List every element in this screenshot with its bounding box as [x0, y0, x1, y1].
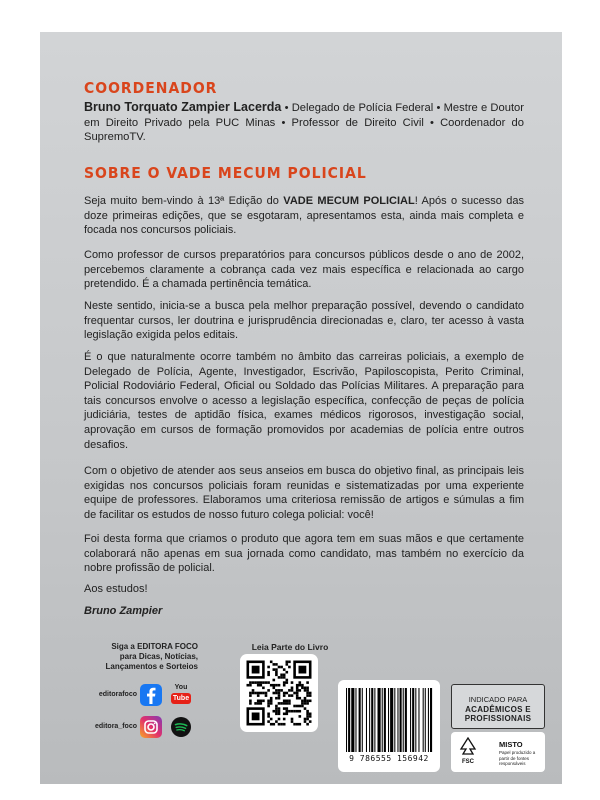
coordinator-name: Bruno Torquato Zampier Lacerda [84, 100, 282, 114]
paragraph-1-end: ! Após o sucesso das doze primeiras edições, que se esgotaram, apresentamos esta, ainda mais completa e focada nos concursos policiais. [84, 195, 524, 237]
paragraph-3: Neste sentido, inicia-se a busca pela melhor preparação possível, devendo o candidato frequentar cursos, ler doutrina e jurisprudência direcionadas e, claro, ter acesso à vasta legislação exigida pelos editais. [84, 300, 524, 342]
book-title-inline: VADE MECUM POLICIAL [283, 195, 415, 207]
signature: Bruno Zampier [84, 605, 163, 617]
audience-line-1: INDICADO PARA [468, 695, 528, 704]
qr-code[interactable] [240, 654, 318, 732]
paragraph-1-start: Seja muito bem-vindo à 13ª Edição do [84, 195, 284, 207]
qr-code-graphic [240, 654, 318, 732]
fsc-logo-text: FSC [462, 759, 474, 765]
youtube-text-tube: Tube [172, 695, 190, 702]
paragraph-5: Com o objetivo de atender aos seus anseios em busca do objetivo final, as principais leis exigidas nos concursos policiais foram reunidas e sistematizadas por uma experiente equipe de professores. Elaboramos uma criteriosa remissão de artigos e súmulas a fim de facilitar os estudos de nosso futuro colega policial: você! [84, 465, 524, 521]
isbn-barcode [338, 680, 440, 772]
fsc-misto: MISTO [499, 740, 523, 749]
facebook-icon[interactable] [140, 684, 162, 706]
social-handle-2: editora_foco [94, 723, 137, 730]
coordinator-heading: COORDENADOR [84, 79, 218, 97]
barcode-bars [338, 680, 440, 752]
fsc-logo [457, 737, 479, 765]
fsc-badge [451, 732, 545, 772]
follow-text [80, 642, 198, 672]
coordinator-details: • Delegado de Polícia Federal • Mestre e Doutor em Direito Privado pela PUC Minas • Professor de Direito Civil • Coordenador do SupremoTV. [84, 102, 525, 144]
fsc-tree-icon [457, 737, 479, 757]
spotify-icon[interactable] [170, 716, 192, 738]
social-handle-1: editorafoco [98, 691, 137, 698]
instagram-glyph [140, 716, 162, 738]
paragraph-4: É o que naturalmente ocorre também no âmbito das carreiras policiais, a exemplo de Delegado de Polícia, Agente, Investigador, Escrivão, Papiloscopista, Perito Criminal, Policial Rodoviário Federal, Oficial ou Soldado das Polícias Militares. A preparação para tais concursos envolve o acesso a legislação específica, confecção de peças de polícia judiciária, testes de aptidão física, exames médicos rigorosos, investigação social, aprovação em cursos de formação promovidos por academias de polícia entre outros desafios. [84, 351, 524, 451]
instagram-icon[interactable] [140, 716, 162, 738]
paragraph-7: Aos estudos! [84, 583, 148, 595]
youtube-icon[interactable] [170, 684, 192, 706]
coordinator-bio [84, 100, 524, 145]
audience-line-2: ACADÊMICOS E [465, 704, 531, 714]
paragraph-2: Como professor de cursos preparatórios para concursos públicos desde o ano de 2002, percebemos claramente a cobrança cada vez mais específica e relacionada ao cargo pretendido. É a chamada pertinência temática. [84, 249, 524, 291]
audience-line-3: PROFISSIONAIS [464, 714, 532, 723]
facebook-glyph [140, 684, 162, 706]
audience-badge [451, 684, 545, 729]
qr-label: Leia Parte do Livro [251, 642, 329, 652]
follow-line-1: Siga a EDITORA FOCO [111, 642, 198, 651]
paragraph-6: Foi desta forma que criamos o produto que agora tem em suas mãos e que certamente colaborará não apenas em sua jornada como candidato, mas também no exercício da nobre profissão de policial. [84, 533, 524, 575]
follow-line-3: Lançamentos e Sorteios [105, 662, 198, 671]
spotify-glyph [170, 716, 192, 738]
follow-line-2: para Dicas, Notícias, [119, 652, 198, 661]
paragraph-1 [84, 194, 524, 238]
about-heading: SOBRE O VADE MECUM POLICIAL [84, 164, 367, 182]
back-cover [40, 32, 562, 784]
isbn-number: 9 786555 156942 [349, 754, 429, 763]
youtube-text-you: You [174, 684, 188, 691]
fsc-description: Papel produzido a partir de fontes responsáveis [499, 750, 536, 766]
